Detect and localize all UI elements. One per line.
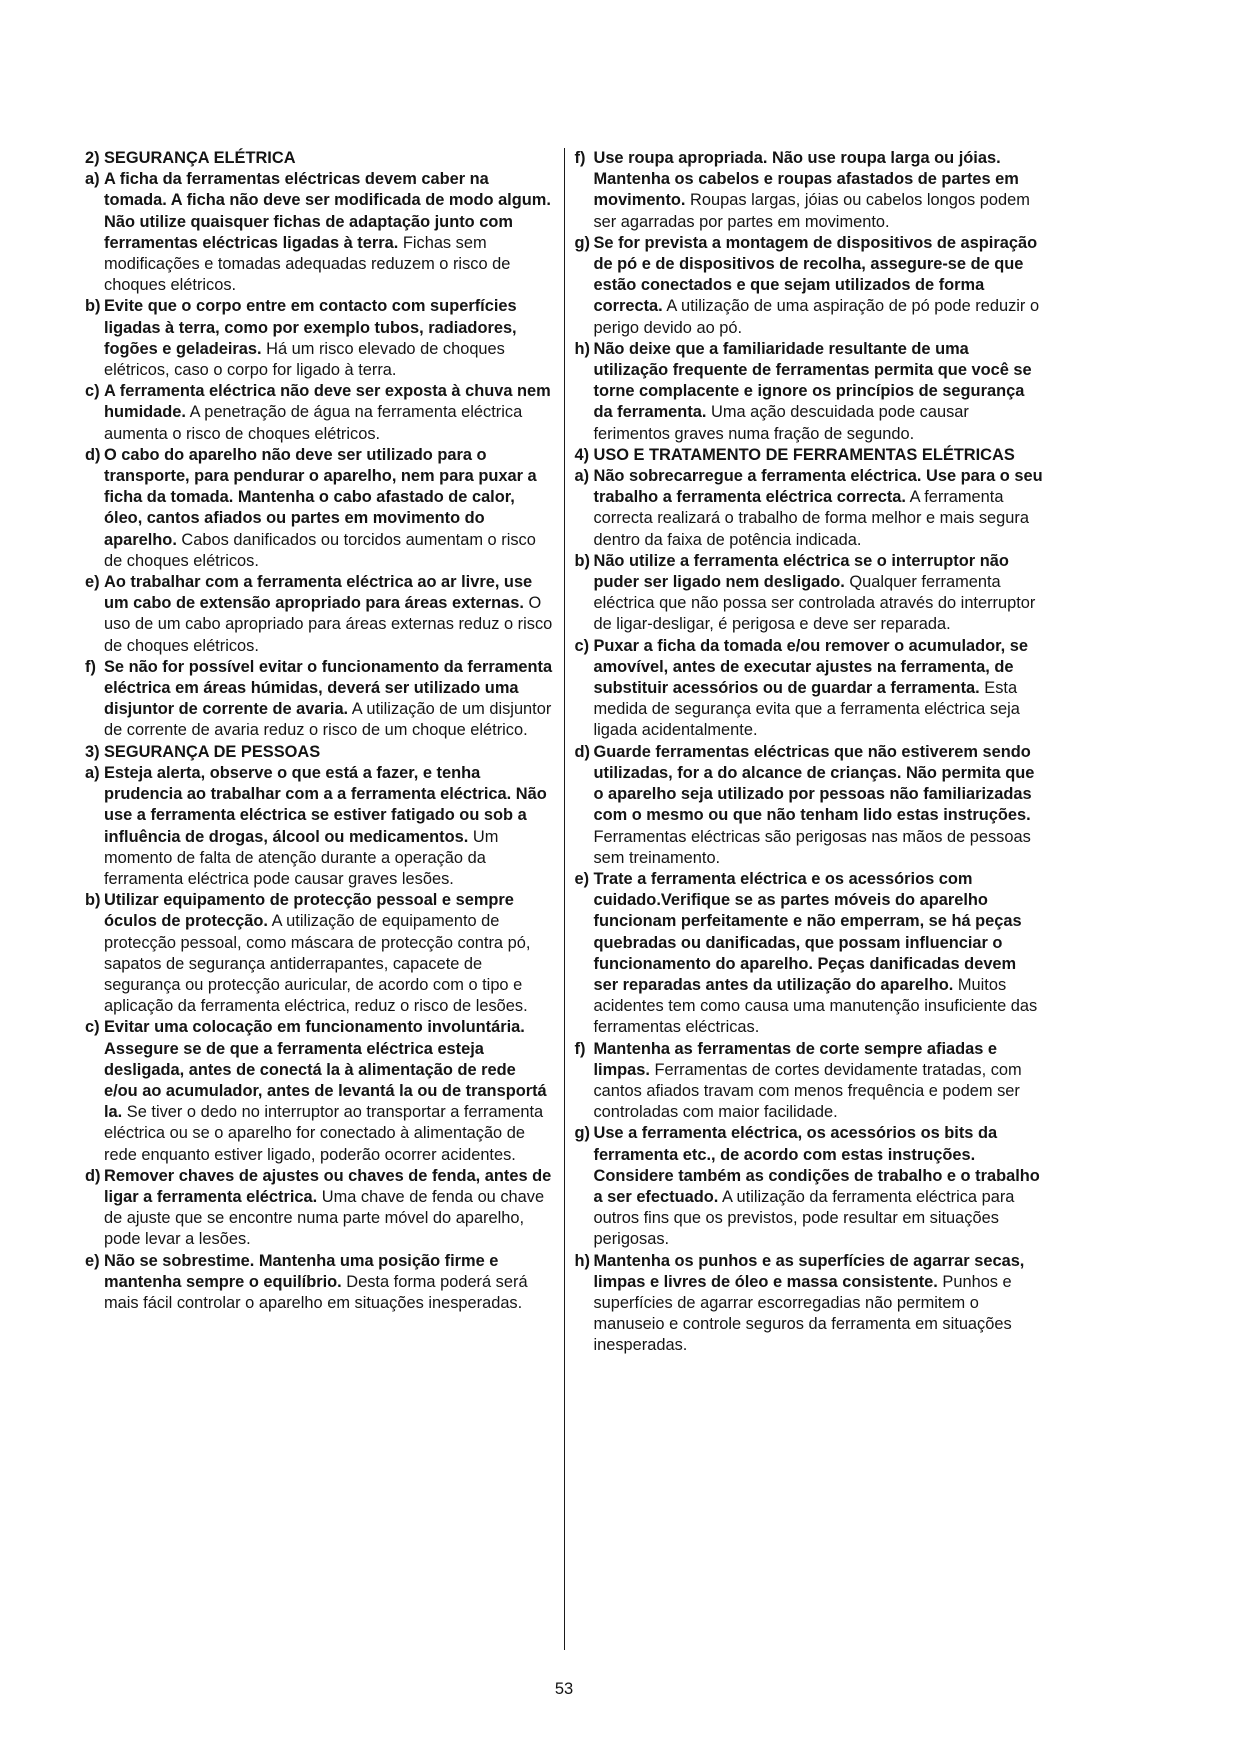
- item-bold-text: SEGURANÇA ELÉTRICA: [104, 149, 296, 167]
- item-bold-text: USO E TRATAMENTO DE FERRAMENTAS ELÉTRICAS: [593, 445, 1015, 464]
- item-label: h): [574, 1251, 590, 1270]
- item-body-text: Cabos danificados ou torcidos aumentam o risco de choques elétricos.: [104, 530, 536, 570]
- item-bold-text: SEGURANÇA DE PESSOAS: [104, 742, 321, 761]
- instruction-item: [85, 763, 554, 890]
- item-bold-text: Esteja alerta, observe o que está a fazer, e tenha prudencia ao trabalhar com a a ferramenta eléctrica. Não use a ferramenta eléctrica se estiver fatigado ou sob a influência de drogas, álcool ou medicamentos.: [104, 763, 547, 846]
- item-label: g): [574, 1124, 590, 1143]
- item-body-text: Fichas sem modificações e tomadas adequadas reduzem o risco de choques elétricos.: [104, 233, 511, 295]
- item-label: d): [574, 742, 590, 761]
- item-label: e): [85, 573, 100, 592]
- item-label: c): [85, 382, 100, 401]
- item-bold-text: Use a ferramenta eléctrica, os acessórios os bits da ferramenta etc., de acordo com estas instruções. Considere também as condições de trabalho e o trabalho a ser efectuado.: [593, 1124, 1040, 1206]
- item-body-text: Desta forma poderá será mais fácil controlar o aparelho em situações inesperadas.: [104, 1272, 528, 1312]
- item-label: b): [85, 297, 101, 316]
- item-bold-text: Utilizar equipamento de protecção pessoal e sempre óculos de protecção.: [104, 891, 514, 931]
- item-body-text: Punhos e superfícies de agarrar escorregadias não permitem o manuseio e controle seguros da ferramenta em situações inesperadas.: [593, 1272, 1012, 1355]
- item-bold-text: Evitar uma colocação em funcionamento involuntária. Assegure se de que a ferramenta eléctrica esteja desligada, antes de conectá la à alimentação de rede e/ou ao acumulador, antes de levantá la ou de transportá la.: [104, 1018, 547, 1122]
- item-body-text: Roupas largas, jóias ou cabelos longos podem ser agarradas por partes em movimento.: [593, 191, 1030, 231]
- right-column: [574, 148, 1043, 1357]
- column-divider: [564, 148, 565, 1650]
- instruction-item: [574, 466, 1043, 551]
- item-body-text: Há um risco elevado de choques elétricos, caso o corpo for ligado à terra.: [104, 339, 505, 380]
- item-label: 4): [574, 445, 590, 464]
- section-heading: [85, 742, 554, 763]
- item-label: c): [85, 1018, 100, 1037]
- item-label: a): [574, 467, 590, 486]
- item-body-text: A penetração de água na ferramenta eléctrica aumenta o risco de choques elétricos.: [104, 403, 523, 443]
- instruction-item: [85, 1166, 554, 1251]
- item-body-text: Um momento de falta de atenção durante a operação da ferramenta eléctrica pode causar graves lesões.: [104, 827, 499, 888]
- item-label: b): [574, 551, 590, 570]
- item-bold-text: Guarde ferramentas eléctricas que não estiverem sendo utilizadas, for a do alcance de crianças. Não permita que o aparelho seja utilizado por pessoas não familiarizadas com o mesmo ou que não tenham lido estas instruções.: [593, 742, 1035, 825]
- item-bold-text: Ao trabalhar com a ferramenta eléctrica ao ar livre, use um cabo de extensão apropriado para áreas externas.: [104, 573, 533, 613]
- item-bold-text: Se não for possível evitar o funcionamento da ferramenta eléctrica em áreas húmidas, deverá ser utilizado uma disjuntor de corrente de avaria.: [104, 657, 553, 719]
- item-bold-text: A ferramenta eléctrica não deve ser exposta à chuva nem humidade.: [104, 382, 551, 422]
- item-body-text: Ferramentas eléctricas são perigosas nas mãos de pessoas sem treinamento.: [593, 827, 1031, 867]
- instruction-item: [574, 1251, 1043, 1357]
- instruction-item: [574, 742, 1043, 869]
- item-bold-text: Não se sobrestime. Mantenha uma posição firme e mantenha sempre o equilíbrio.: [104, 1251, 499, 1291]
- item-bold-text: Trate a ferramenta eléctrica e os acessórios com cuidado.Verifique se as partes móveis do aparelho funcionam perfeitamente e não emperram, se há peças quebradas ou danificadas, que possam influenciar o funcionamento do aparelho. Peças danificadas devem ser reparadas antes da utilização do aparelho.: [593, 869, 1022, 994]
- item-body-text: Uma ação descuidada pode causar ferimentos graves numa fração de segundo.: [593, 403, 969, 443]
- instruction-item: [574, 869, 1043, 1039]
- item-label: g): [574, 233, 590, 252]
- item-body-text: Qualquer ferramenta eléctrica que não possa ser controlada através do interruptor de ligar-desligar, é perigosa e deve ser reparada.: [593, 573, 1036, 634]
- item-label: 3): [85, 742, 100, 761]
- item-bold-text: Não sobrecarregue a ferramenta eléctrica. Use para o seu trabalho a ferramenta eléctrica correcta.: [593, 467, 1043, 507]
- item-label: b): [85, 891, 101, 910]
- item-body-text: A utilização de uma aspiração de pó pode reduzir o perigo devido ao pó.: [593, 297, 1040, 337]
- item-body-text: O uso de um cabo apropriado para áreas externas reduz o risco de choques elétricos.: [104, 594, 553, 655]
- item-bold-text: Não utilize a ferramenta eléctrica se o interruptor não puder ser ligado nem desligado.: [593, 551, 1009, 592]
- item-bold-text: Mantenha os punhos e as superfícies de agarrar secas, limpas e livres de óleo e massa consistente.: [593, 1251, 1025, 1291]
- item-label: e): [85, 1251, 100, 1270]
- item-label: a): [85, 763, 100, 782]
- instruction-item: [85, 381, 554, 445]
- item-body-text: Esta medida de segurança evita que a ferramenta eléctrica seja ligada acidentalmente.: [593, 679, 1020, 740]
- item-body-text: Se tiver o dedo no interruptor ao transportar a ferramenta eléctrica ou se o aparelho for conectado à alimentação de rede enquanto estiver ligado, poderão ocorrer acidentes.: [104, 1103, 544, 1164]
- page-number: 53: [554, 1680, 574, 1698]
- item-body-text: A ferramenta correcta realizará o trabalho de forma melhor e mais segura dentro da faixa de potência indicada.: [593, 488, 1029, 549]
- item-body-text: Uma chave de fenda ou chave de ajuste que se encontre numa parte móvel do aparelho, pode levar a lesões.: [104, 1187, 545, 1249]
- item-bold-text: Se for prevista a montagem de dispositivos de aspiração de pó e de dispositivos de recolha, assegure-se de que estão conectados e que sejam utilizados de forma correcta.: [593, 233, 1038, 316]
- instruction-item: [574, 233, 1043, 339]
- item-bold-text: Mantenha as ferramentas de corte sempre afiadas e limpas.: [593, 1039, 998, 1079]
- instruction-item: [574, 1039, 1043, 1124]
- item-body-text: A utilização de um disjuntor de corrente de avaria reduz o risco de um choque elétrico.: [104, 700, 552, 740]
- item-body-text: A utilização de equipamento de protecção pessoal, como máscara de protecção contra pó, sapatos de segurança antiderrapantes, capacete de segurança ou protecção auricular, de acordo com o tipo e aplicação da ferramenta eléctrica, reduz o risco de lesões.: [104, 912, 531, 1016]
- instruction-item: [574, 636, 1043, 742]
- left-column: [85, 148, 554, 1314]
- item-body-text: Ferramentas de cortes devidamente tratadas, com cantos afiados travam com menos frequência e podem ser controladas com maior facilidade.: [593, 1060, 1022, 1122]
- instruction-item: [85, 1017, 554, 1165]
- instruction-item: [574, 148, 1043, 233]
- item-body-text: A utilização da ferramenta eléctrica para outros fins que os previstos, pode resultar em situações perigosas.: [593, 1187, 1015, 1249]
- instruction-item: [85, 657, 554, 742]
- section-heading: [574, 445, 1043, 466]
- item-label: 2): [85, 149, 100, 167]
- instruction-item: [574, 1123, 1043, 1250]
- instruction-item: [85, 296, 554, 381]
- item-label: f): [85, 657, 96, 676]
- item-label: d): [85, 445, 101, 464]
- section-heading: [85, 148, 554, 169]
- item-bold-text: Remover chaves de ajustes ou chaves de fenda, antes de ligar a ferramenta eléctrica.: [104, 1166, 552, 1206]
- item-label: e): [574, 869, 590, 888]
- instruction-item: [85, 1251, 554, 1315]
- item-bold-text: Use roupa apropriada. Não use roupa larga ou jóias. Mantenha os cabelos e roupas afastados de partes em movimento.: [593, 149, 1019, 210]
- instruction-item: [85, 890, 554, 1017]
- item-body-text: Muitos acidentes tem como causa uma manutenção insuficiente das ferramentas eléctricas.: [593, 975, 1038, 1037]
- item-label: a): [85, 170, 100, 189]
- instruction-item: [574, 339, 1043, 445]
- item-label: h): [574, 339, 590, 358]
- item-bold-text: Evite que o corpo entre em contacto com superfícies ligadas à terra, como por exemplo tubos, radiadores, fogões e geladeiras.: [104, 297, 517, 358]
- item-bold-text: A ficha da ferramentas eléctricas devem caber na tomada. A ficha não deve ser modificada de modo algum. Não utilize quaisquer fichas de adaptação junto com ferramentas eléctricas ligadas à terra.: [104, 170, 551, 252]
- item-bold-text: Não deixe que a familiaridade resultante de uma utilização frequente de ferramentas permita que você se torne complacente e ignore os princípios de segurança da ferramenta.: [593, 339, 1032, 422]
- item-label: d): [85, 1166, 101, 1185]
- instruction-item: [85, 169, 554, 296]
- instruction-item: [574, 551, 1043, 636]
- item-bold-text: O cabo do aparelho não deve ser utilizado para o transporte, para pendurar o aparelho, nem para puxar a ficha da tomada. Mantenha o cabo afastado de calor, óleo, cantos afiados ou partes em movimento do aparelho.: [104, 445, 537, 549]
- item-label: c): [574, 636, 590, 655]
- item-bold-text: Puxar a ficha da tomada e/ou remover o acumulador, se amovível, antes de executar ajustes na ferramenta, de substituir acessórios ou de guardar a ferramenta.: [593, 636, 1028, 698]
- item-label: f): [574, 1039, 586, 1058]
- instruction-item: [85, 572, 554, 657]
- document-content: [85, 148, 1043, 1650]
- instruction-item: [85, 445, 554, 572]
- item-label: f): [574, 149, 586, 167]
